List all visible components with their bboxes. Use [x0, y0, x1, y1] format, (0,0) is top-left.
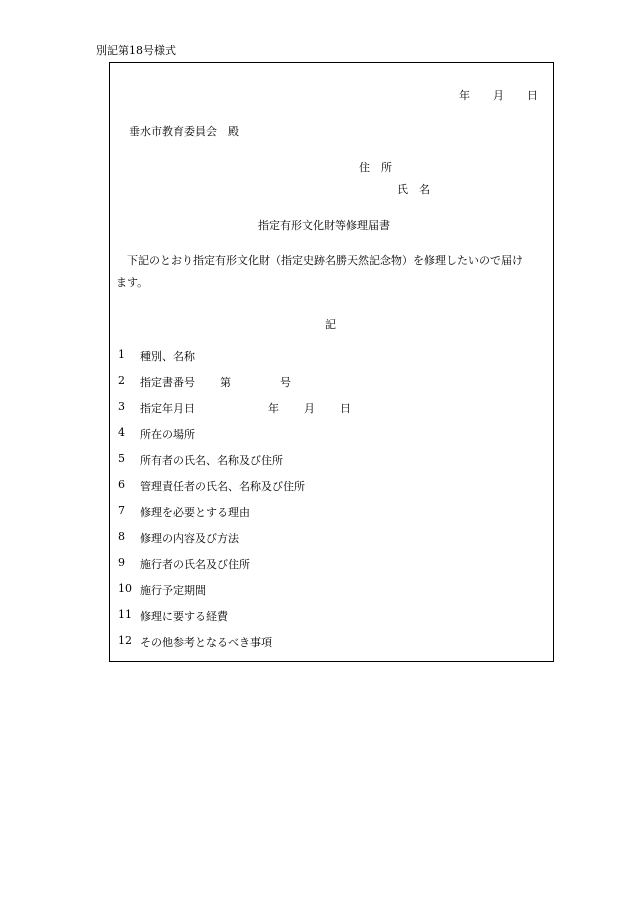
body-paragraph	[116, 250, 549, 294]
list-item	[118, 348, 538, 364]
item-month: 月	[304, 402, 315, 415]
item-number: 10	[118, 582, 132, 595]
item-label: 指定書番号	[140, 376, 195, 389]
item-number-suffix: 号	[280, 376, 291, 389]
item-number: 4	[118, 426, 125, 439]
item-label: その他参考となるべき事項	[140, 636, 272, 649]
item-day: 日	[340, 402, 351, 415]
item-label: 所有者の氏名、名称及び住所	[140, 454, 283, 467]
item-number: 6	[118, 478, 125, 491]
item-number: 8	[118, 530, 125, 543]
list-item	[118, 530, 538, 546]
item-number: 1	[118, 348, 125, 361]
item-year: 年	[268, 402, 279, 415]
list-item	[118, 400, 538, 416]
item-label: 管理責任者の氏名、名称及び住所	[140, 480, 305, 493]
item-label: 指定年月日	[140, 402, 195, 415]
list-item	[118, 478, 538, 494]
date-year: 年	[459, 89, 470, 102]
item-label: 修理に要する経費	[140, 610, 228, 623]
date-line	[459, 88, 539, 104]
item-number: 2	[118, 374, 125, 387]
date-day: 日	[527, 89, 538, 102]
item-label: 種別、名称	[140, 350, 195, 363]
list-item	[118, 556, 538, 572]
item-label: 施行予定期間	[140, 584, 206, 597]
list-item	[118, 504, 538, 520]
item-number: 11	[118, 608, 132, 621]
date-month: 月	[493, 89, 504, 102]
item-number: 12	[118, 634, 132, 647]
document-title: 指定有形文化財等修理届書	[258, 219, 390, 232]
item-label: 施行者の氏名及び住所	[140, 558, 250, 571]
addressee: 垂水市教育委員会 殿	[129, 125, 239, 138]
list-item	[118, 426, 538, 442]
list-item	[118, 374, 538, 390]
name-label: 氏 名	[397, 183, 430, 196]
form-frame	[109, 62, 554, 662]
form-number-label: 別記第18号様式	[96, 44, 176, 57]
ki-heading: 記	[325, 318, 336, 331]
item-number-prefix: 第	[220, 376, 231, 389]
item-number: 3	[118, 400, 125, 413]
list-item	[118, 582, 538, 598]
item-label: 修理を必要とする理由	[140, 506, 250, 519]
list-item	[118, 452, 538, 468]
list-item	[118, 634, 538, 650]
item-label: 修理の内容及び方法	[140, 532, 239, 545]
list-item	[118, 608, 538, 624]
item-number: 9	[118, 556, 125, 569]
item-number: 7	[118, 504, 125, 517]
body-line-1: 下記のとおり指定有形文化財（指定史跡名勝天然記念物）を修理したいので届け	[116, 254, 523, 267]
address-label: 住 所	[359, 161, 392, 174]
body-line-2: ます。	[116, 276, 149, 289]
item-number: 5	[118, 452, 125, 465]
item-label: 所在の場所	[140, 428, 195, 441]
